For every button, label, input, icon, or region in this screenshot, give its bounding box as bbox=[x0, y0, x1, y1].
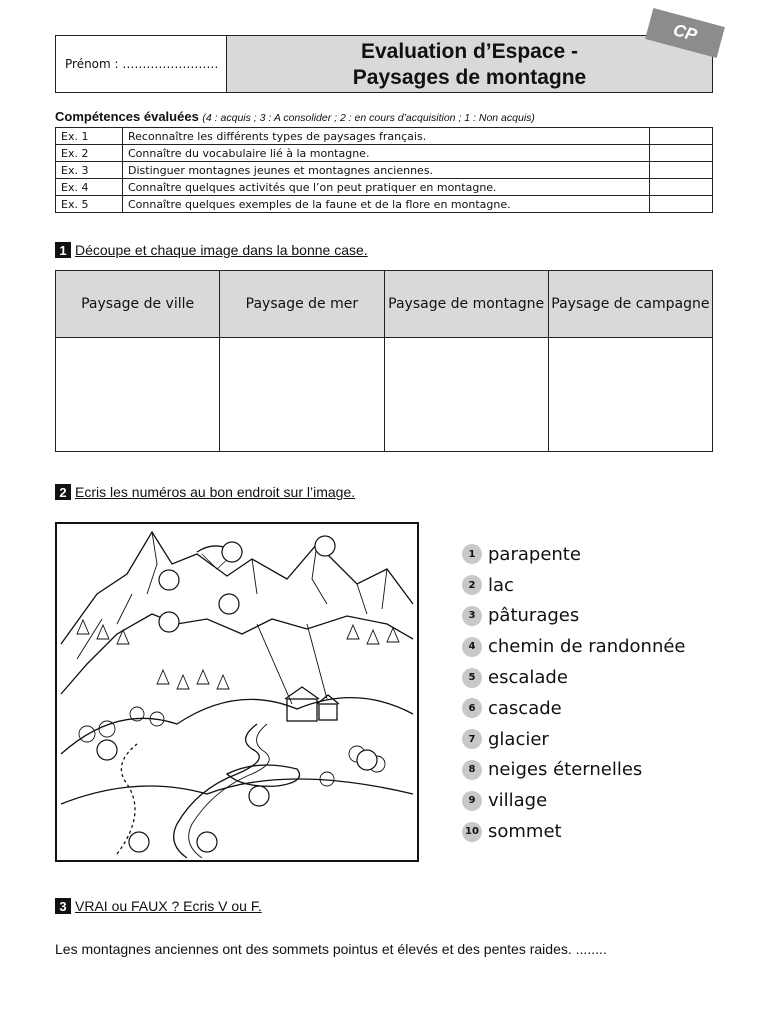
title-line1: Evaluation d’Espace - bbox=[360, 40, 579, 63]
drop-cell-campagne[interactable] bbox=[548, 338, 712, 452]
vocabulary-item bbox=[462, 693, 686, 724]
vocabulary-item bbox=[462, 816, 686, 847]
number-badge: 10 bbox=[462, 822, 482, 842]
drop-cell-mer[interactable] bbox=[220, 338, 384, 452]
competence-score-cell[interactable] bbox=[650, 145, 713, 162]
competences-title: Compétences évaluées bbox=[55, 109, 199, 124]
page-title bbox=[227, 36, 712, 92]
prenom-field[interactable] bbox=[56, 36, 227, 92]
vocabulary-item bbox=[462, 601, 686, 632]
vocabulary-label: lac bbox=[488, 574, 514, 596]
number-badge: 5 bbox=[462, 668, 482, 688]
col-header-campagne: Paysage de campagne bbox=[548, 271, 712, 338]
vocabulary-label: village bbox=[488, 790, 548, 812]
vocabulary-label: pâturages bbox=[488, 605, 580, 627]
number-badge: 2 bbox=[462, 575, 482, 595]
section2-instruction: Ecris les numéros au bon endroit sur l’image. bbox=[75, 484, 356, 500]
competence-score-cell[interactable] bbox=[650, 162, 713, 179]
competence-text: Distinguer montagnes jeunes et montagnes anciennes. bbox=[123, 162, 650, 179]
competence-text: Connaître du vocabulaire lié à la montagne. bbox=[123, 145, 650, 162]
vocabulary-item bbox=[462, 662, 686, 693]
vocabulary-item bbox=[462, 724, 686, 755]
competence-row bbox=[56, 179, 713, 196]
landscape-table bbox=[55, 270, 713, 452]
drop-cell-montagne[interactable] bbox=[384, 338, 548, 452]
section3-number: 3 bbox=[55, 898, 71, 914]
competence-ex: Ex. 5 bbox=[56, 196, 123, 213]
vocabulary-label: sommet bbox=[488, 821, 562, 843]
vocabulary-label: glacier bbox=[488, 728, 549, 750]
vocabulary-label: escalade bbox=[488, 667, 568, 689]
mountain-drawing bbox=[57, 524, 417, 860]
level-tag: CP bbox=[645, 8, 725, 58]
vocabulary-item bbox=[462, 785, 686, 816]
vocabulary-item bbox=[462, 631, 686, 662]
competence-ex: Ex. 1 bbox=[56, 128, 123, 145]
section1-heading bbox=[55, 242, 368, 258]
competences-heading bbox=[55, 109, 535, 124]
number-badge: 1 bbox=[462, 544, 482, 564]
section1-number: 1 bbox=[55, 242, 71, 258]
vocabulary-item bbox=[462, 539, 686, 570]
true-false-statement: Les montagnes anciennes ont des sommets pointus et élevés et des pentes raides. ........ bbox=[55, 941, 607, 957]
number-badge: 6 bbox=[462, 698, 482, 718]
col-header-montagne: Paysage de montagne bbox=[384, 271, 548, 338]
prenom-label: Prénom : …………………… bbox=[65, 57, 219, 71]
section3-heading bbox=[55, 898, 262, 914]
section3-instruction: VRAI ou FAUX ? Ecris V ou F. bbox=[75, 898, 262, 914]
competence-text: Connaître quelques exemples de la faune et de la flore en montagne. bbox=[123, 196, 650, 213]
competence-score-cell[interactable] bbox=[650, 179, 713, 196]
competence-row bbox=[56, 145, 713, 162]
competence-score-cell[interactable] bbox=[650, 196, 713, 213]
competences-legend: (4 : acquis ; 3 : A consolider ; 2 : en cours d’acquisition ; 1 : Non acquis) bbox=[202, 112, 535, 124]
vocabulary-item bbox=[462, 755, 686, 786]
vocabulary-label: chemin de randonnée bbox=[488, 636, 686, 658]
competence-ex: Ex. 4 bbox=[56, 179, 123, 196]
number-badge: 4 bbox=[462, 637, 482, 657]
competence-text: Connaître quelques activités que l’on peut pratiquer en montagne. bbox=[123, 179, 650, 196]
competences-table bbox=[55, 127, 713, 213]
mountain-illustration bbox=[55, 522, 419, 862]
competence-ex: Ex. 2 bbox=[56, 145, 123, 162]
number-badge: 3 bbox=[462, 606, 482, 626]
competence-ex: Ex. 3 bbox=[56, 162, 123, 179]
number-badge: 8 bbox=[462, 760, 482, 780]
competence-row bbox=[56, 162, 713, 179]
col-header-ville: Paysage de ville bbox=[56, 271, 220, 338]
vocabulary-label: parapente bbox=[488, 543, 581, 565]
competence-row bbox=[56, 128, 713, 145]
competence-score-cell[interactable] bbox=[650, 128, 713, 145]
number-badge: 7 bbox=[462, 729, 482, 749]
header-box bbox=[55, 35, 713, 93]
vocabulary-item bbox=[462, 570, 686, 601]
col-header-mer: Paysage de mer bbox=[220, 271, 384, 338]
number-badge: 9 bbox=[462, 791, 482, 811]
competence-row bbox=[56, 196, 713, 213]
competence-text: Reconnaître les différents types de paysages français. bbox=[123, 128, 650, 145]
section2-heading bbox=[55, 484, 355, 500]
vocabulary-list bbox=[462, 539, 686, 847]
section1-instruction: Découpe et chaque image dans la bonne case. bbox=[75, 242, 368, 258]
vocabulary-label: neiges éternelles bbox=[488, 759, 643, 781]
section2-number: 2 bbox=[55, 484, 71, 500]
vocabulary-label: cascade bbox=[488, 697, 562, 719]
title-line2: Paysages de montagne bbox=[352, 66, 587, 89]
drop-cell-ville[interactable] bbox=[56, 338, 220, 452]
